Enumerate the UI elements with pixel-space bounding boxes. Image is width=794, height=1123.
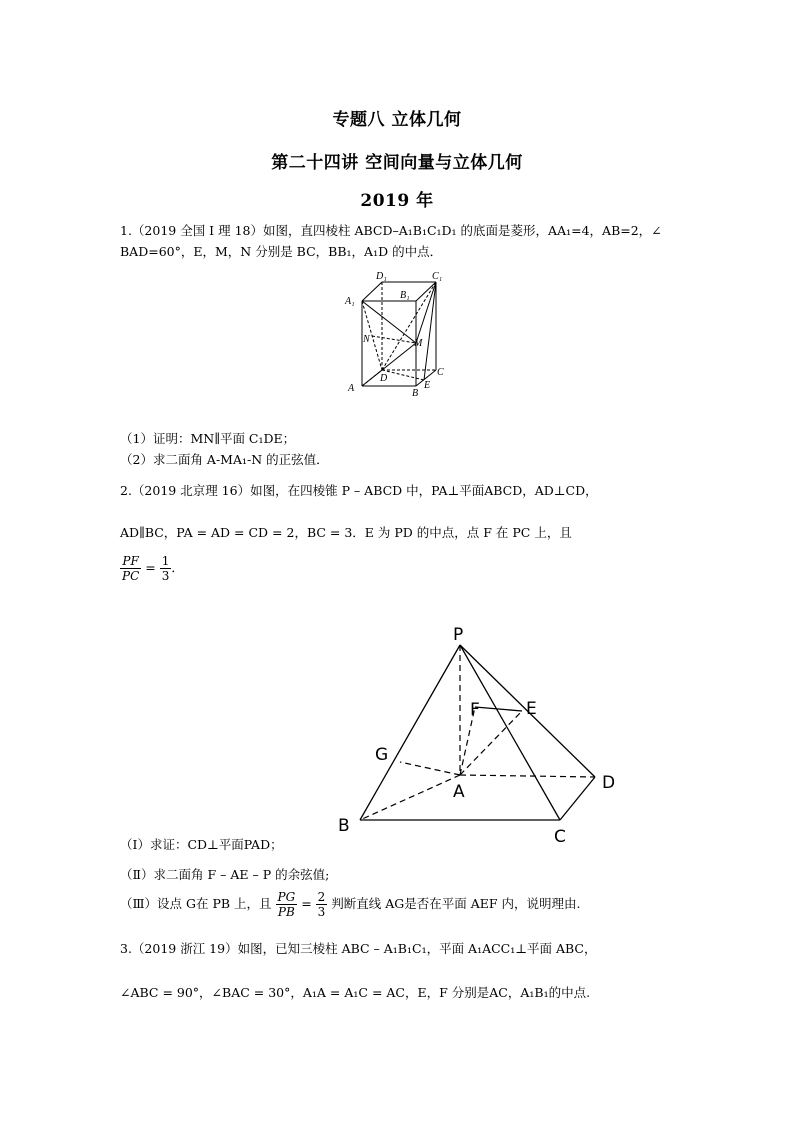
problem2-statement-line1: 2.（2019 北京理 16）如图，在四棱锥 P – ABCD 中，PA⊥平面ABCD，AD⊥CD， xyxy=(120,483,598,498)
lecture-heading: 第二十四讲 空间向量与立体几何 xyxy=(271,153,523,173)
topic-heading: 专题八 立体几何 xyxy=(332,110,462,130)
label-E: E xyxy=(424,380,431,391)
label-M: M xyxy=(414,338,423,349)
label-D: D xyxy=(602,773,616,793)
label-G: G xyxy=(375,745,389,765)
label-D: D xyxy=(380,373,388,384)
problem1-statement-line1: 1.（2019 全国 I 理 18）如图，直四棱柱 ABCD–A₁B₁C₁D₁ 的底面是菱形，AA₁=4，AB=2，∠ xyxy=(120,223,662,238)
problem2-question3: （Ⅲ）设点 G在 PB 上，且 $\frac{PG}{PB}$ = $\frac{2}{3}$ 判断直线 AG是否在平面 AEF 内，说明理由. xyxy=(120,890,581,919)
label-B1: B₁ xyxy=(400,290,410,301)
ratio-fraction: $\frac{PF}{PC}$ xyxy=(122,554,140,583)
label-A: A xyxy=(453,782,465,802)
label-A1: A₁ xyxy=(345,296,355,307)
problem2-statement-line2: AD∥BC，PA = AD = CD = 2，BC = 3．E 为 PD 的中点，点 F 在 PC 上，且 xyxy=(120,525,572,540)
label-C: C xyxy=(554,827,566,847)
problem1-question2: （2）求二面角 A-MA₁-N 的正弦值． xyxy=(120,452,329,467)
label-E: E xyxy=(526,699,537,719)
problem3-statement-line2: ∠ABC = 90°，∠BAC = 30°，A₁A = A₁C = AC，E，F 分别是AC，A₁B₁的中点. xyxy=(120,985,591,1000)
problem3-statement-line1: 3.（2019 浙江 19）如图，已知三棱柱 ABC – A₁B₁C₁，平面 A₁ACC₁⊥平面 ABC， xyxy=(120,941,597,956)
label-B: B xyxy=(338,816,350,836)
label-D1: D₁ xyxy=(376,271,387,282)
ratio-value: $\frac{1}{3}$ xyxy=(161,554,170,583)
problem2-question1: （Ⅰ）求证：CD⊥平面PAD； xyxy=(120,837,283,852)
year-heading: 2019 年 xyxy=(360,191,434,211)
label-N: N xyxy=(363,334,370,345)
pyramid-figure xyxy=(330,625,630,850)
label-P: P xyxy=(453,625,464,645)
label-F: F xyxy=(470,700,480,720)
problem2-ratio: $\frac{PF}{PC}$ = $\frac{1}{3}$ ． xyxy=(122,554,184,583)
problem1-question1: （1）证明：MN∥平面 C₁DE； xyxy=(120,431,296,446)
prism-figure xyxy=(340,268,450,403)
problem1-statement-line2: BAD=60°，E，M，N 分别是 BC，BB₁，A₁D 的中点． xyxy=(120,244,443,259)
pg-pb-value: $\frac{2}{3}$ xyxy=(317,890,326,919)
pg-pb-fraction: $\frac{PG}{PB}$ xyxy=(277,890,296,919)
label-B: B xyxy=(412,388,419,399)
label-C: C xyxy=(437,367,444,378)
problem2-question2: （Ⅱ）求二面角 F – AE – P 的余弦值; xyxy=(120,867,330,882)
label-C1: C₁ xyxy=(432,271,443,282)
label-A: A xyxy=(348,383,355,394)
